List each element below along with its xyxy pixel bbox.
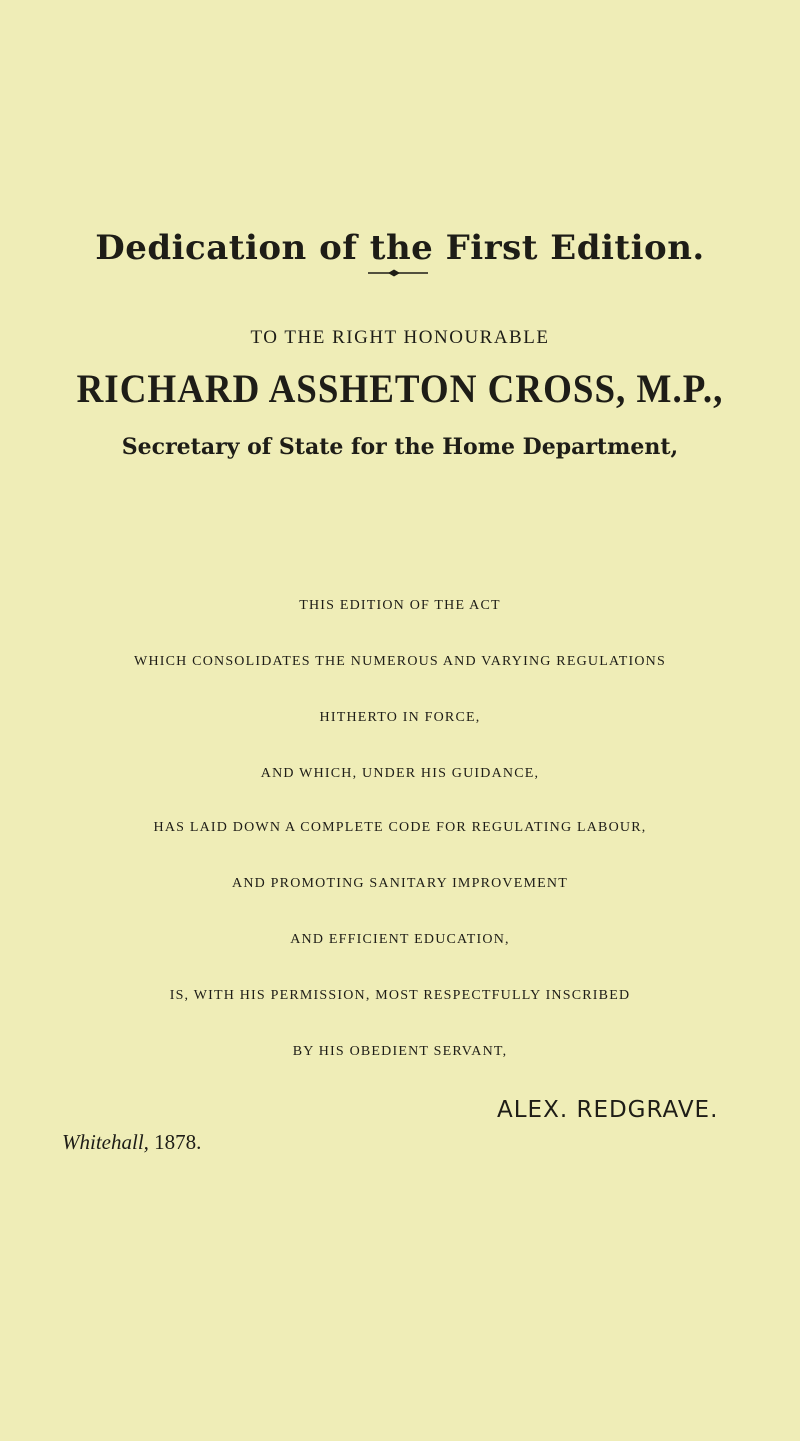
ornament-rule [368, 268, 428, 278]
dedicatee-office: Secretary of State for the Home Department, [121, 434, 679, 460]
dedication-line: WHICH CONSOLIDATES THE NUMEROUS AND VARYING REGULATIONS [134, 654, 666, 669]
dedication-line: THIS EDITION OF THE ACT [299, 598, 501, 613]
year: 1878. [154, 1130, 202, 1154]
place: Whitehall, [62, 1130, 149, 1154]
place-date [62, 1130, 201, 1155]
page-title: Dedication of the First Edition. [95, 228, 705, 268]
dedication-line: AND WHICH, UNDER HIS GUIDANCE, [260, 766, 540, 781]
dedication-line: BY HIS OBEDIENT SERVANT, [292, 1044, 508, 1059]
dedicatee-name: RICHARD ASSHETON CROSS, M.P., [76, 367, 724, 412]
signature: ALEX. REDGRAVE. [497, 1097, 719, 1123]
dedication-line: AND EFFICIENT EDUCATION, [290, 932, 510, 947]
dedication-line: AND PROMOTING SANITARY IMPROVEMENT [232, 876, 568, 891]
dedication-line: HAS LAID DOWN A COMPLETE CODE FOR REGULATING LABOUR, [153, 820, 647, 835]
dedication-line: IS, WITH HIS PERMISSION, MOST RESPECTFULLY INSCRIBED [169, 988, 631, 1003]
dedication-to-line: TO THE RIGHT HONOURABLE [250, 327, 550, 348]
dedication-line: HITHERTO IN FORCE, [319, 710, 481, 725]
